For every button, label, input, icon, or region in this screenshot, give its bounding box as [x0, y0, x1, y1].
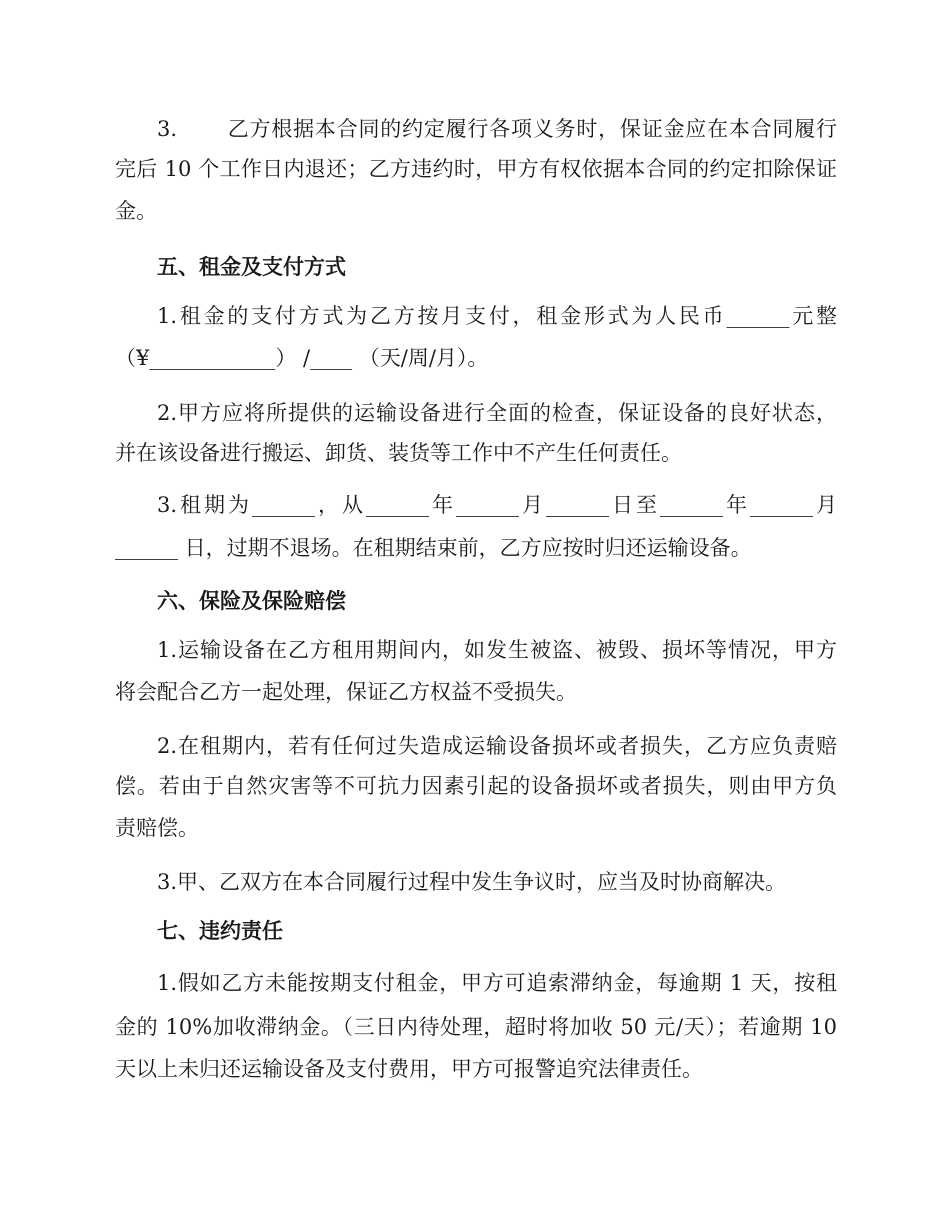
paragraph-line: 金。	[115, 199, 157, 223]
paragraph-line: 责赔偿。	[115, 816, 199, 840]
paragraph-line: 偿。若由于自然灾害等不可抗力因素引起的设备损坏或者损失，则由甲方负	[115, 774, 837, 798]
paragraph-line: 3.租期为______，从______年______月______日至______年______月	[157, 493, 837, 517]
paragraph-line: 金的 10%加收滞纳金。（三日内待处理，超时将加收 50 元/天）；若逾期 10	[115, 1015, 837, 1039]
paragraph-line: 并在该设备进行搬运、卸货、装货等工作中不产生任何责任。	[115, 441, 682, 465]
section-heading: 六、保险及保险赔偿	[157, 588, 346, 613]
paragraph-line: 1.租金的支付方式为乙方按月支付，租金形式为人民币______元整	[157, 304, 837, 328]
item-text: 乙方根据本合同的约定履行各项义务时，保证金应在本合同履行	[227, 117, 837, 141]
paragraph-line: 天以上未归还运输设备及支付费用，甲方可报警追究法律责任。	[115, 1057, 703, 1081]
paragraph-line: ______ 日，过期不退场。在租期结束前，乙方应按时归还运输设备。	[115, 536, 752, 560]
section-heading: 五、租金及支付方式	[157, 254, 346, 279]
paragraph-line: 3.甲、乙双方在本合同履行过程中发生争议时，应当及时协商解决。	[157, 870, 787, 894]
paragraph-line: 1.假如乙方未能按期支付租金，甲方可追索滞纳金，每逾期 1 天，按租	[157, 971, 837, 995]
paragraph-line: 将会配合乙方一起处理，保证乙方权益不受损失。	[115, 680, 577, 704]
item-number: 3.	[157, 117, 178, 141]
paragraph-line: （¥____________） /____ （天/周/月）。	[115, 346, 489, 370]
paragraph-line: 2.甲方应将所提供的运输设备进行全面的检查，保证设备的良好状态，	[157, 401, 837, 425]
paragraph-line: 1.运输设备在乙方租用期间内，如发生被盗、被毁、损坏等情况，甲方	[157, 638, 837, 662]
paragraph-line	[157, 111, 837, 147]
paragraph-line: 完后 10 个工作日内退还；乙方违约时，甲方有权依据本合同的约定扣除保证	[115, 157, 837, 181]
paragraph-line: 2.在租期内，若有任何过失造成运输设备损坏或者损失，乙方应负责赔	[157, 734, 837, 758]
section-heading: 七、违约责任	[157, 918, 283, 943]
